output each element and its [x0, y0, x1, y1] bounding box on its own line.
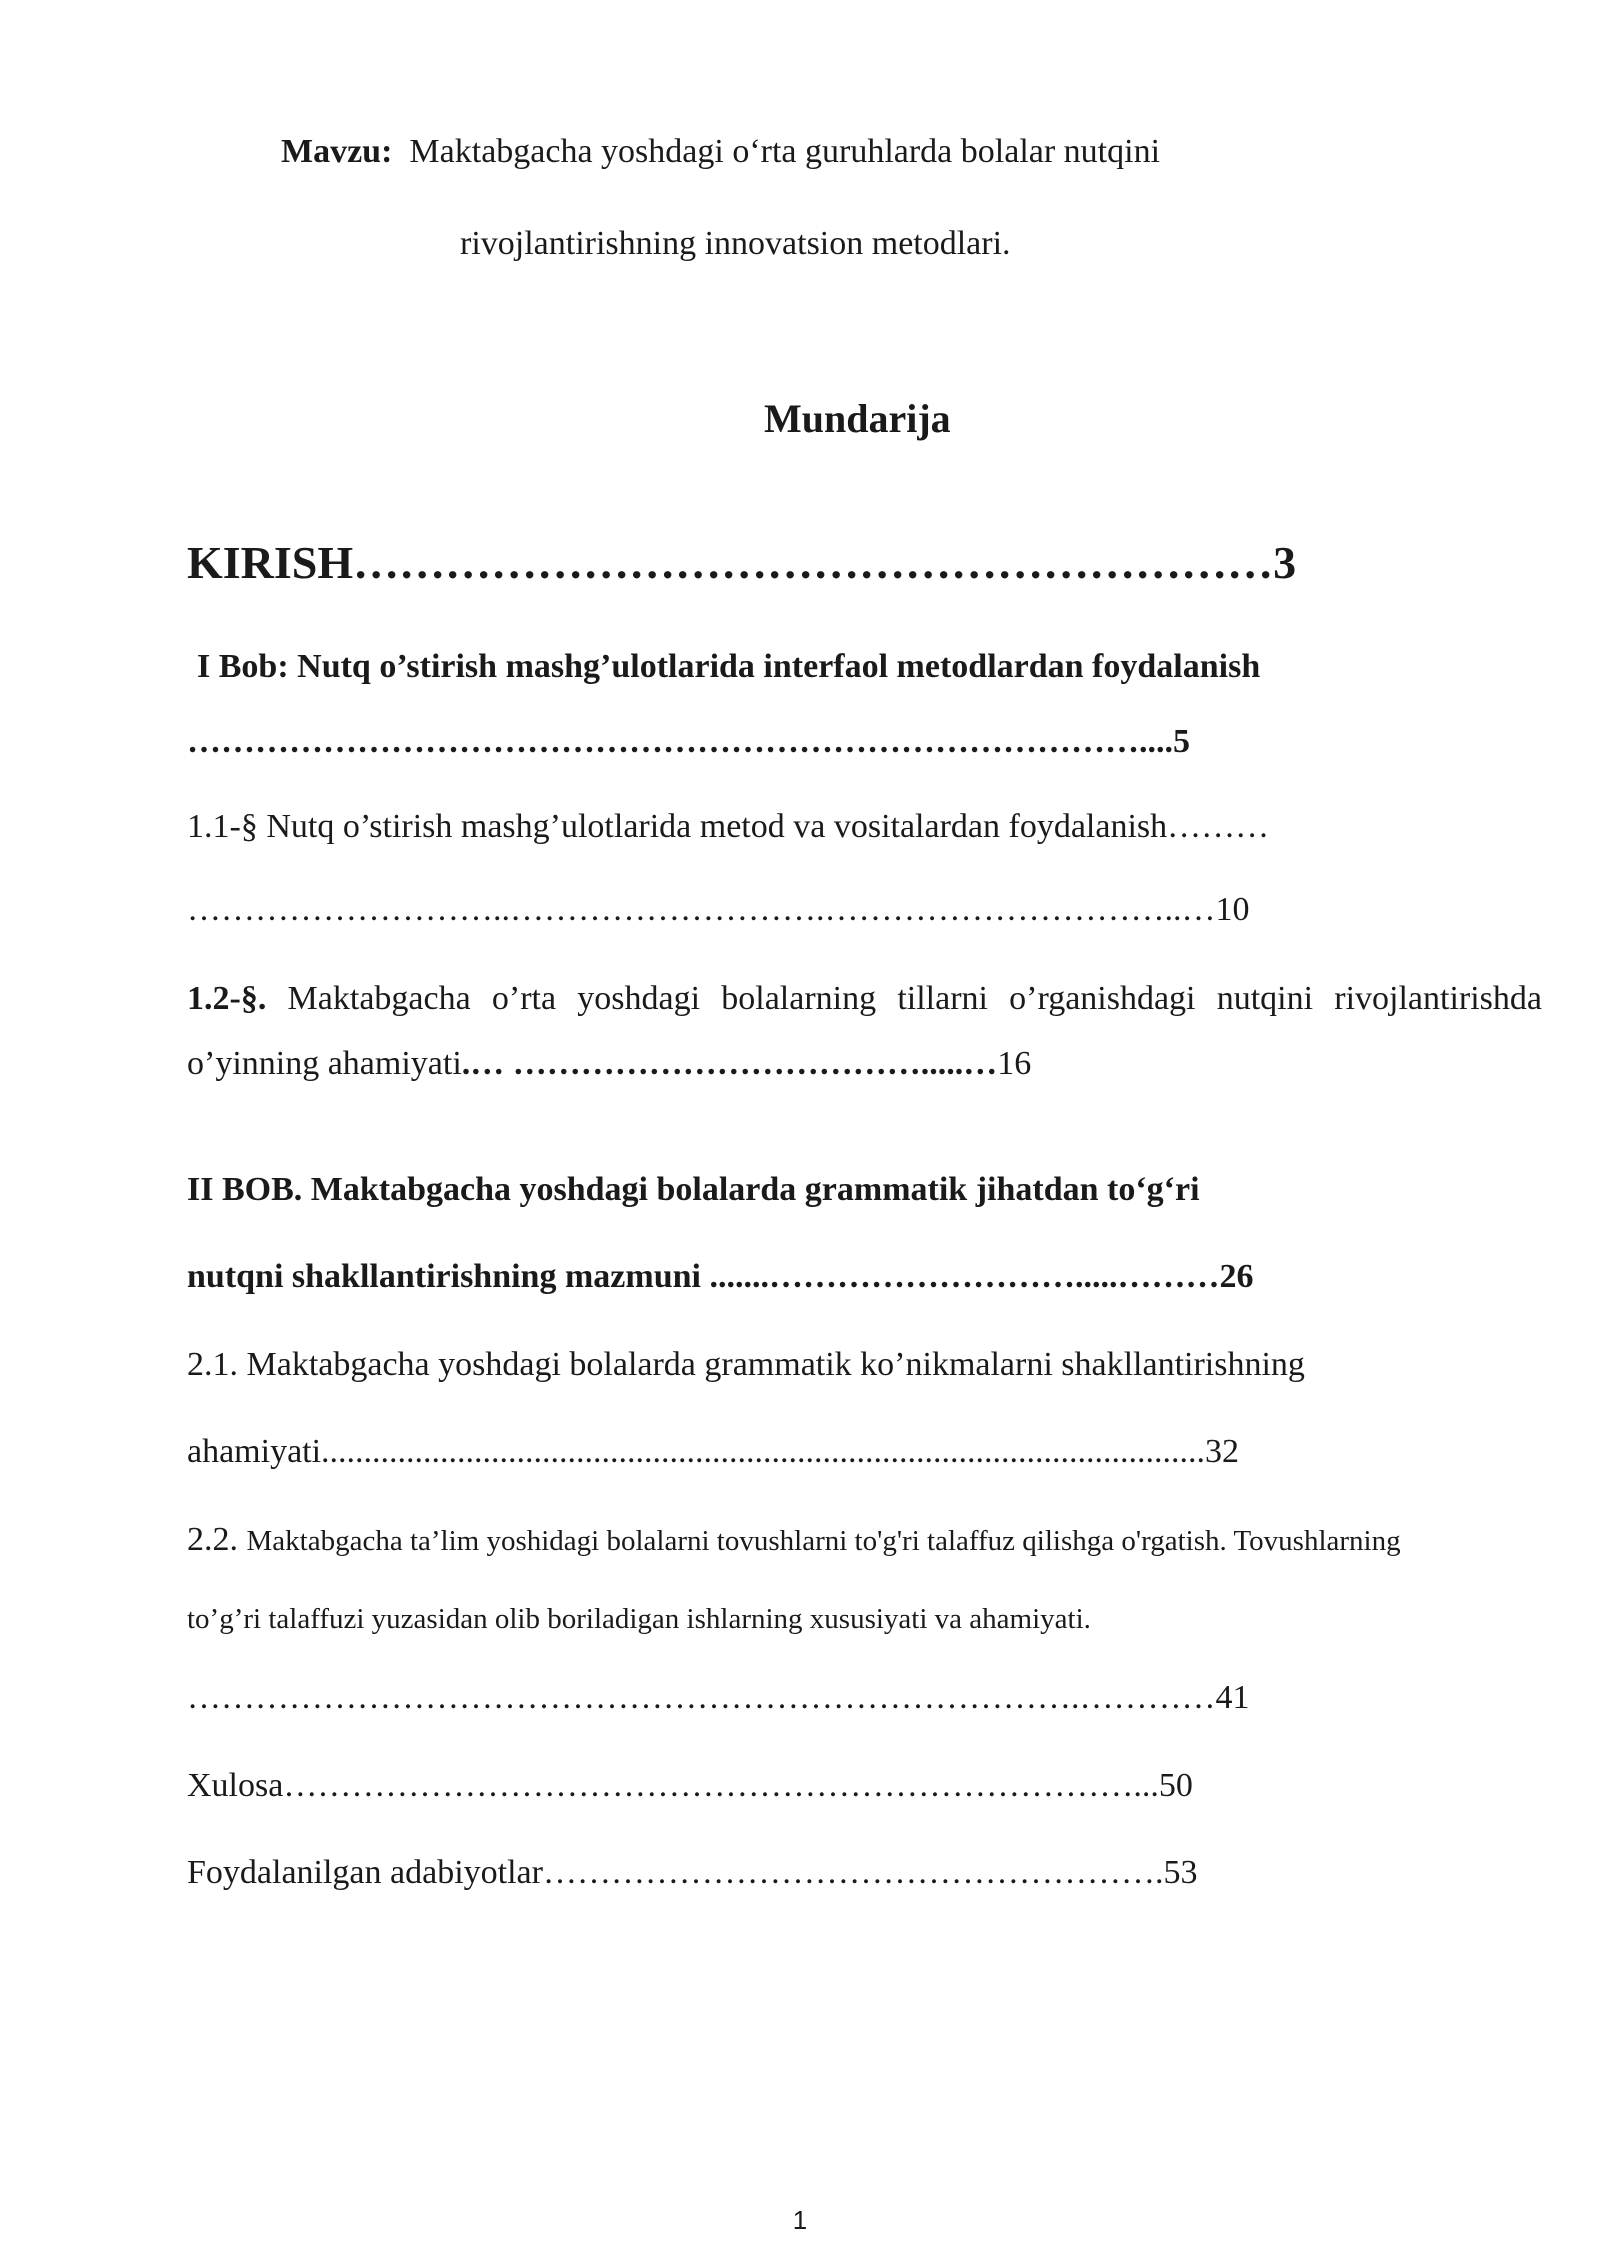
toc-entry-bob1-title: I Bob: Nutq o’stirish mashg’ulotlarida interfaol metodlardan foydalanish: [197, 648, 1261, 685]
toc-entry-adabiyotlar: Foydalanilgan adabiyotlar……………………………………………….53: [187, 1854, 1198, 1891]
toc-entry-bob2-subtitle: nutqni shakllantirishning mazmuni .......……………………….....………26: [187, 1258, 1254, 1295]
toc-title: Mundarija: [764, 396, 951, 441]
toc-entry-kirish: KIRISH……………………………………………………3: [187, 537, 1297, 588]
topic-label: Mavzu:: [281, 133, 393, 170]
toc-entry-1-2: [187, 966, 1542, 1096]
topic-line-1: [281, 132, 1160, 173]
toc-entry-2-1: 2.1. Maktabgacha yoshdagi bolalarda grammatik ko’nikmalarni shakllantirishning: [187, 1346, 1305, 1383]
toc-entry-xulosa: Xulosa…………………………………………………………………...50: [187, 1767, 1193, 1804]
topic-title-part2: rivojlantirishning innovatsion metodlari.: [460, 225, 1011, 262]
toc-entry-1-1: 1.1-§ Nutq o’stirish mashg’ulotlarida metod va vositalardan foydalanish………: [187, 808, 1270, 845]
toc-entry-2-1-leader: ahamiyati........................................................................................................32: [187, 1433, 1240, 1470]
toc-entry-1-1-leader: ………………………..……………………….…………………………..…10: [187, 891, 1250, 928]
toc-entry-1-2-text: Maktabgacha o’rta yoshdagi bolalarning tillarni o’rganishdagi nutqini rivojlantirishda o’yinning ahamiyati: [187, 980, 1543, 1082]
toc-entry-1-2-leader: .… ……………………………….....…: [461, 1045, 998, 1082]
toc-entry-2-2-number: 2.2.: [187, 1521, 238, 1558]
toc-entry-1-2-label: 1.2-§.: [187, 980, 267, 1017]
toc-entry-2-2-leader: …………………………………………………………………….…………41: [187, 1679, 1250, 1716]
toc-entry-bob1-leader: …………………………………………………………………………....5: [187, 723, 1190, 760]
page-number: 1: [792, 2205, 808, 2235]
topic-title-part1: Maktabgacha yoshdagi o‘rta guruhlarda bolalar nutqini: [409, 133, 1161, 170]
toc-entry-1-2-page: 16: [997, 1045, 1032, 1082]
toc-entry-2-2-text: Maktabgacha ta’lim yoshidagi bolalarni tovushlarni to'g'ri talaffuz qilishga o'rgatish. Tovushlarning: [246, 1525, 1401, 1557]
toc-entry-bob2-title: II BOB. Maktabgacha yoshdagi bolalarda grammatik jihatdan to‘g‘ri: [187, 1171, 1200, 1208]
toc-entry-2-2-text-cont: to’g’ri talaffuzi yuzasidan olib boriladigan ishlarning xususiyati va ahamiyati.: [187, 1603, 1091, 1635]
toc-entry-2-2: [187, 1520, 1401, 1561]
